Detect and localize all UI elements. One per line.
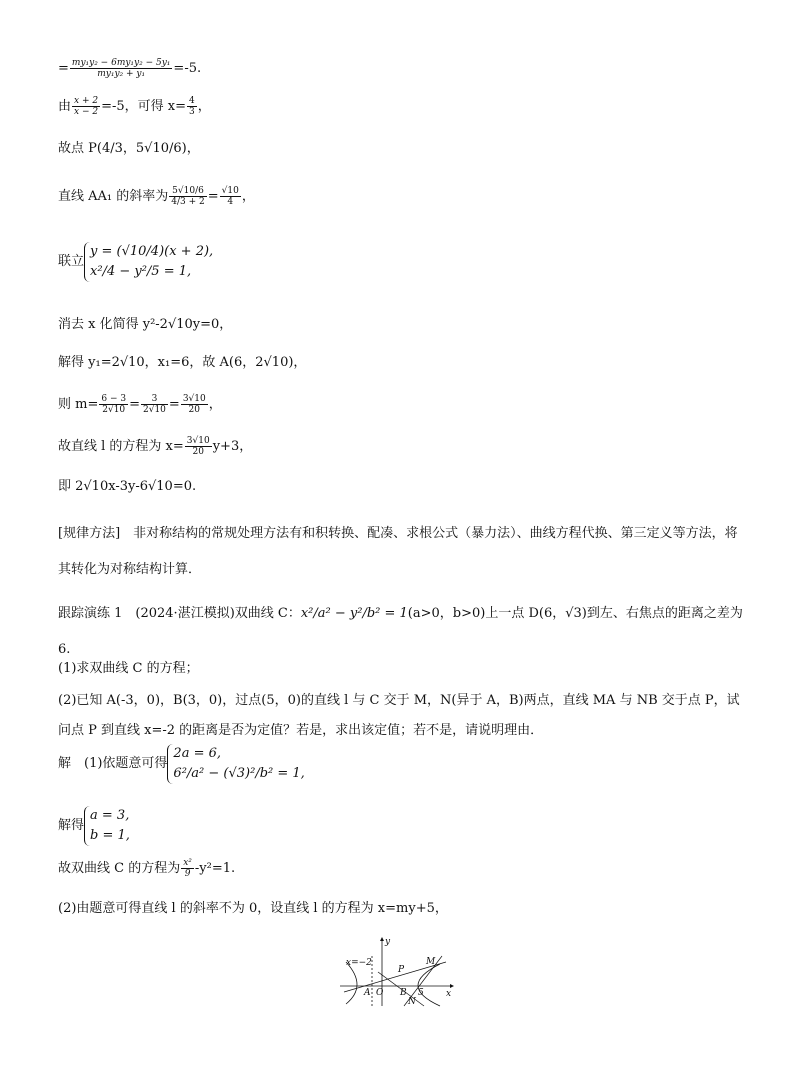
solution-1: 解 (1)依题意可得 2a = 6, 6²/a² − (√3)²/b² = 1,	[58, 744, 305, 784]
label-x: x	[446, 989, 452, 999]
x-axis-arrow	[450, 984, 454, 988]
text: =-5.	[173, 61, 202, 76]
expr-line-7: 解得 y₁=2√10，x₁=6，故 A(6，2√10)，	[58, 355, 307, 370]
fraction: $\frac{3}{2√10}$	[142, 394, 166, 415]
fraction: $\frac{\text{my₁y₂ − 6my₁y₂ − 5y₁}}{\text{my₁y₂ + y₁}}$	[71, 58, 171, 79]
label-B: B	[400, 988, 407, 998]
fraction: $\frac{3√10}{20}$	[186, 436, 210, 457]
expr-line-5: 联立 y = (√10/4)(x + 2), x²/4 − y²/5 = 1,	[58, 242, 213, 282]
solution-4: (2)由题意可得直线 l 的斜率不为 0，设直线 l 的方程为 x=my+5，	[58, 901, 448, 916]
method-paragraph: [规律方法] 非对称结构的常规处理方法有和积转换、配凑、求根公式（暴力法）、曲线方程代换、第三定义等方法，将其转化为对称结构计算．	[58, 526, 738, 577]
label-line: x=−2	[346, 958, 372, 968]
question-2: (2)已知 A(-3，0)，B(3，0)，过点(5，0)的直线 l 与 C 交于 M，N(异于 A，B)两点，直线 MA 与 NB 交于点 P，试问点 P 到直线 x=-2 的距离是否为定值？若是，求出该定值；若不是，请说明理由．	[58, 693, 740, 738]
hyperbola-left-branch	[346, 962, 357, 1004]
expr-line-6: 消去 x 化简得 y²-2√10y=0，	[58, 317, 233, 332]
equation-system: y = (√10/4)(x + 2), x²/4 − y²/5 = 1,	[84, 242, 213, 282]
solution-3: 故双曲线 C 的方程为 $\frac{\text{x²}}{9}$ -y²=1.	[58, 858, 236, 879]
fraction: $\frac{x + 2}{x - 2}$	[74, 96, 99, 117]
fraction: $\frac{5√10/6}{4/3 + 2}$	[171, 186, 205, 207]
fraction: $\frac{\text{x²}}{9}$	[183, 858, 192, 879]
label-P: P	[398, 965, 405, 975]
hyperbola-figure	[338, 934, 458, 1009]
expr-line-3: 故点 P(4/3，5√10/6)，	[58, 141, 200, 156]
label-A: A	[364, 988, 371, 998]
text: =	[58, 61, 69, 76]
label-5: 5	[418, 988, 424, 998]
fraction: $\frac{3√10}{20}$	[182, 394, 206, 415]
fraction: $\frac{6 - 3}{2√10}$	[101, 394, 127, 415]
expr-line-2: 由 $\frac{x + 2}{x - 2}$ =-5，可得 x= $\frac{4}{3}$ ，	[58, 96, 211, 117]
solution-2: 解得 a = 3, b = 1,	[58, 806, 130, 846]
expr-line-10: 即 2√10x-3y-6√10=0.	[58, 479, 197, 494]
expr-line-1	[58, 58, 201, 79]
label-O: O	[376, 988, 384, 998]
label-y: y	[385, 937, 391, 947]
fraction: $\frac{4}{3}$	[189, 96, 195, 117]
label-N: N	[408, 997, 416, 1007]
hyperbola-right-branch	[418, 964, 440, 1006]
expr-line-8: 则 m= $\frac{6 - 3}{2√10}$ = $\frac{3}{2√10}$ = $\frac{3√10}{20}$ ，	[58, 394, 222, 415]
track-exercise: 跟踪演练 1 (2024·湛江模拟)双曲线 C：x²/a² − y²/b² = 1(a>0，b>0)上一点 D(6，√3)到左、右焦点的距离之差为 6.	[58, 606, 743, 657]
y-axis-arrow	[380, 937, 384, 941]
equation-system: 2a = 6, 6²/a² − (√3)²/b² = 1,	[167, 744, 304, 784]
expr-line-4: 直线 AA₁ 的斜率为 $\frac{5√10/6}{4/3 + 2}$ = $\frac{√10}{4}$ ，	[58, 186, 255, 207]
label-M: M	[426, 957, 436, 967]
equation-system: a = 3, b = 1,	[84, 806, 130, 846]
fraction: $\frac{√10}{4}$	[221, 186, 239, 207]
expr-line-9: 故直线 l 的方程为 x= $\frac{3√10}{20}$ y+3，	[58, 436, 253, 457]
question-1: (1)求双曲线 C 的方程；	[58, 661, 199, 676]
